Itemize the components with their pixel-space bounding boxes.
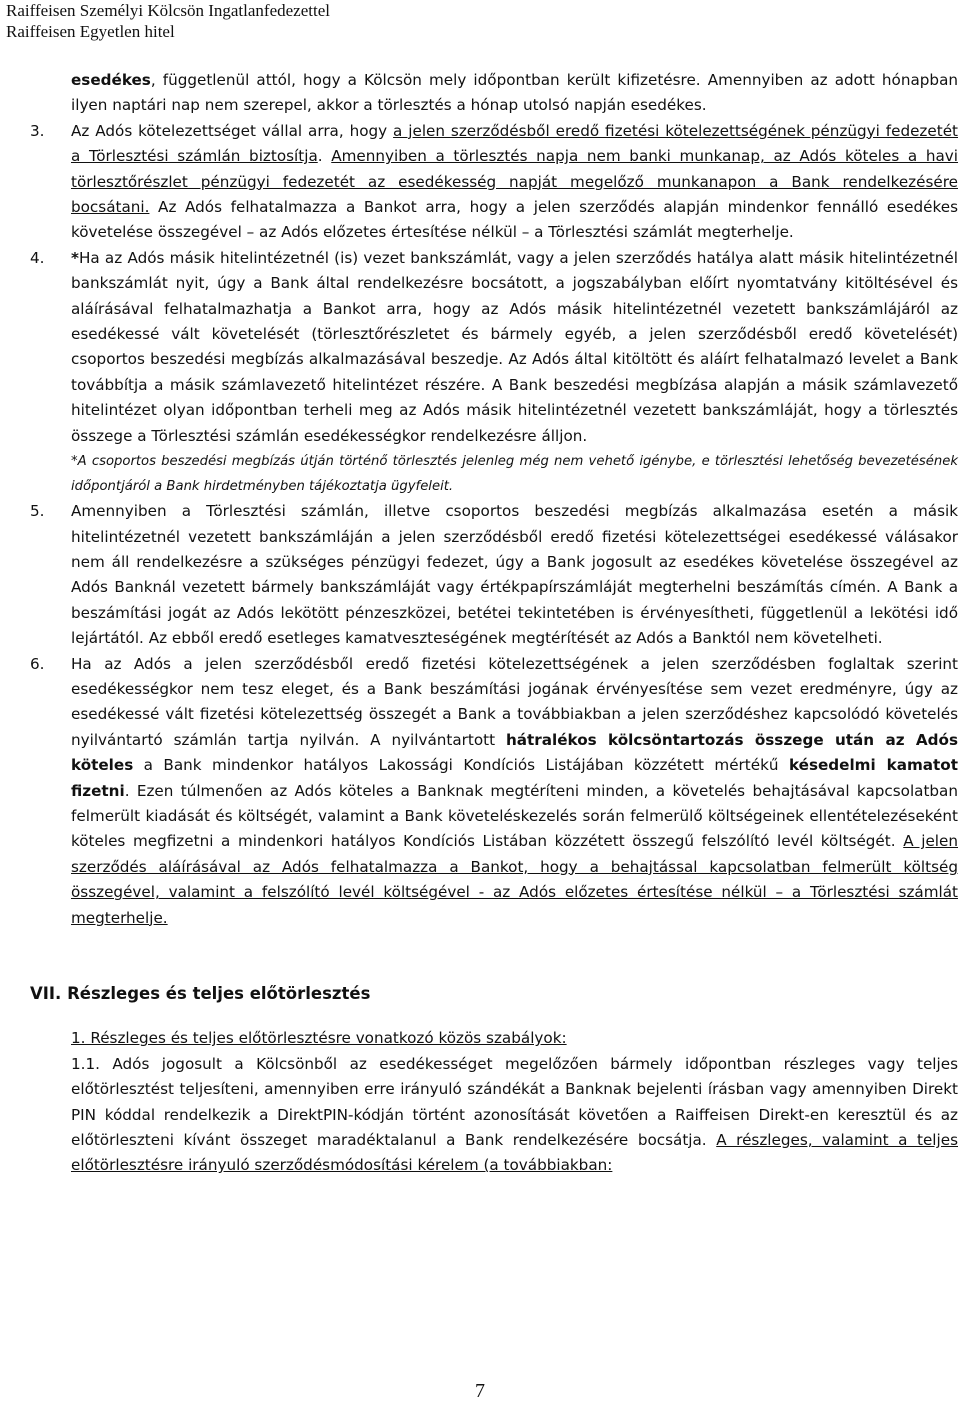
item-4-number: 4.: [30, 248, 45, 267]
item-6-bold-a: hátralékos kölcsöntartozás összege után az Adós köteles: [71, 730, 958, 775]
item-5-number: 5.: [30, 502, 45, 521]
section-7-numeral: VII.: [30, 984, 62, 1003]
item-3-text-b: .: [317, 147, 332, 166]
item-5: [30, 499, 958, 651]
item-3-underline-b: Amennyiben a törlesztés napja nem banki munkanap, az Adós köteles a havi törlesztőrészlet pénzügyi fedezetét az esedékesség napját megelőző munkanapon a Bank rendelkezésére bocsátani.: [71, 147, 959, 217]
item-4-star: *: [71, 248, 79, 267]
item-5-text: Amennyiben a Törlesztési számlán, illetve csoportos beszedési megbízás alkalmazása esetén a másik hitelintézetnél vezetett bankszámláján a jelen szerződésből eredő fizetési kötelezettségei esedékessé válásakor nem áll rendelkezésre a szükséges pénzügyi fedezet, úgy a Bank jogosult az esedékes követelése összegével az Adós Banknál vezetett bármely bankszámláját vagy értékpapírszámláját megterhelni beszámítás címén. A Bank a beszámítási jogát az Adós lekötött pénzeszközei, betétei tekintetében is érvényesítheti, függetlenül a lekötési idő lejártától. Az ebből eredő esetleges kamatveszteségének megtérítését az Adós a Banktól nem követelheti.: [71, 502, 958, 648]
subsection-underline: A részleges, valamint a teljes előtörlesztésre irányuló szerződésmódosítási kérelem (a továbbiakban:: [71, 1131, 958, 1175]
page-number: 7: [475, 1380, 485, 1402]
header-line-2: Raiffeisen Egyetlen hitel: [6, 22, 175, 41]
item-6-underline: A jelen szerződés aláírásával az Adós felhatalmazza a Bankot, hogy a behajtással kapcsolatban felmerült költség összegével, valamint a felszólító levél költségével - az Adós előzetes értesítése nélkül – a Törlesztési számlát megterhelje.: [71, 832, 958, 927]
subsection-text: 1.1. Adós jogosult a Kölcsönből az esedékességet megelőzően bármely időpontban részleges vagy teljes előtörlesztést teljesíteni, amennyiben erre irányuló szándékát a Banknak bejelenti írásban vagy amennyiben Direkt PIN kóddal rendelkezik a DirektPIN-kódján történt azonosítását követően a Raiffeisen Direkt-en keresztül és az előtörleszteni kívánt összeget maradéktalanul a Bank rendelkezésére bocsátja.: [71, 1054, 958, 1150]
item-6: [30, 652, 958, 931]
item-4-text: Ha az Adós másik hitelintézetnél (is) vezet bankszámlát, vagy a jelen szerződés hatálya alatt másik hitelintézetnél bankszámlát nyit, úgy a Bank által rendelkezésre bocsátott, a jogszabályban előírt nyomtatvány kitöltésével és aláírásával felhatalmazhatja a Bankot arra, hogy az Adós másik hitelintézetnél vezetett bankszámlájáról az esedékessé vált követelését (törlesztőrészletet és bármely egyéb, a jelen szerződésből eredő követelését) csoportos beszedési megbízás alkalmazásával beszedje. Az Adós által kitöltött és aláírt felhatalmazó levelet a Bank továbbítja a másik számlavezető hitelintézet részére. A Bank beszedési megbízása alapján a másik számlavezető hitelintézet olyan időpontban terheli meg az Adós másik hitelintézetnél vezetett bankszámláját, hogy a törlesztés összege a Törlesztési számlán esedékességkor rendelkezésre álljon.: [71, 248, 958, 445]
item-3-underline-a: a jelen szerződésből eredő fizetési kötelezettségének pénzügyi fedezetét a Törlesztési számlán biztosítja: [71, 121, 958, 166]
section-7-heading: [30, 981, 958, 1006]
intro-bold-word: esedékes: [71, 71, 151, 89]
item-3-text-a: Az Adós kötelezettséget vállal arra, hogy: [71, 121, 394, 140]
header-line-1: Raiffeisen Személyi Kölcsön Ingatlanfedezettel: [6, 1, 330, 20]
item-6-text-a: Ha az Adós a jelen szerződésből eredő fizetési kötelezettségének a jelen szerződésben foglaltak szerint esedékességkor nem tesz eleget, és a Bank beszámítási jogának érvényesítése sem vezet eredményre, úgy az esedékessé vált fizetési kötelezettség összegét a Bank a továbbiakban a jelen szerződéshez kapcsolódó követelés nyilvántartó számlán tartja nyilván. A nyilvántartott: [71, 654, 958, 749]
subsection-paragraph: [30, 1052, 958, 1179]
item-4-note: *A csoportos beszedési megbízás útján történő törlesztés jelenleg még nem vehető igénybe, e törlesztési lehetőség bevezetésének időpontjáról a Bank hirdetményben tájékoztatja ügyfeleit.: [71, 454, 958, 495]
item-4: [30, 246, 958, 449]
item-6-text-b: a Bank mindenkor hatályos Lakossági Kondíciós Listájában közzétett mértékű: [133, 756, 789, 775]
item-6-text-c: . Ezen túlmenően az Adós köteles a Banknak megtéríteni minden, a követelés behajtásával kapcsolatban felmerült kiadását és költségét, valamint a Bank követeléskezelés során felmerülő költségeinek ellentételezéseként köteles megfizetni a mindenkori hatályos Kondíciós Listában közzétett összegű felszólító levél költségét.: [71, 781, 958, 851]
item-6-bold-b: késedelmi kamatot fizetni: [71, 756, 958, 800]
item-3-text-c: Az Adós felhatalmazza a Bankot arra, hogy a jelen szerződés alapján mindenkor fennálló esedékes követelése összegével – az Adós előzetes értesítése nélkül – a Törlesztési számlát megterhelje.: [71, 198, 958, 242]
item-3-number: 3.: [30, 121, 45, 140]
item-3: [30, 119, 958, 246]
intro-paragraph: [30, 68, 958, 119]
subsection-heading: 1. Részleges és teljes előtörlesztésre vonatkozó közös szabályok:: [71, 1029, 567, 1048]
section-7-title: Részleges és teljes előtörlesztés: [67, 984, 371, 1003]
document-header: [6, 0, 330, 42]
item-6-number: 6.: [30, 654, 45, 673]
intro-text: , függetlenül attól, hogy a Kölcsön mely időpontban került kifizetésre. Amennyiben az adott hónapban ilyen naptári nap nem szerepel, akkor a törlesztés a hónap utolsó napján esedékes.: [71, 71, 958, 115]
document-body: [30, 68, 958, 1179]
